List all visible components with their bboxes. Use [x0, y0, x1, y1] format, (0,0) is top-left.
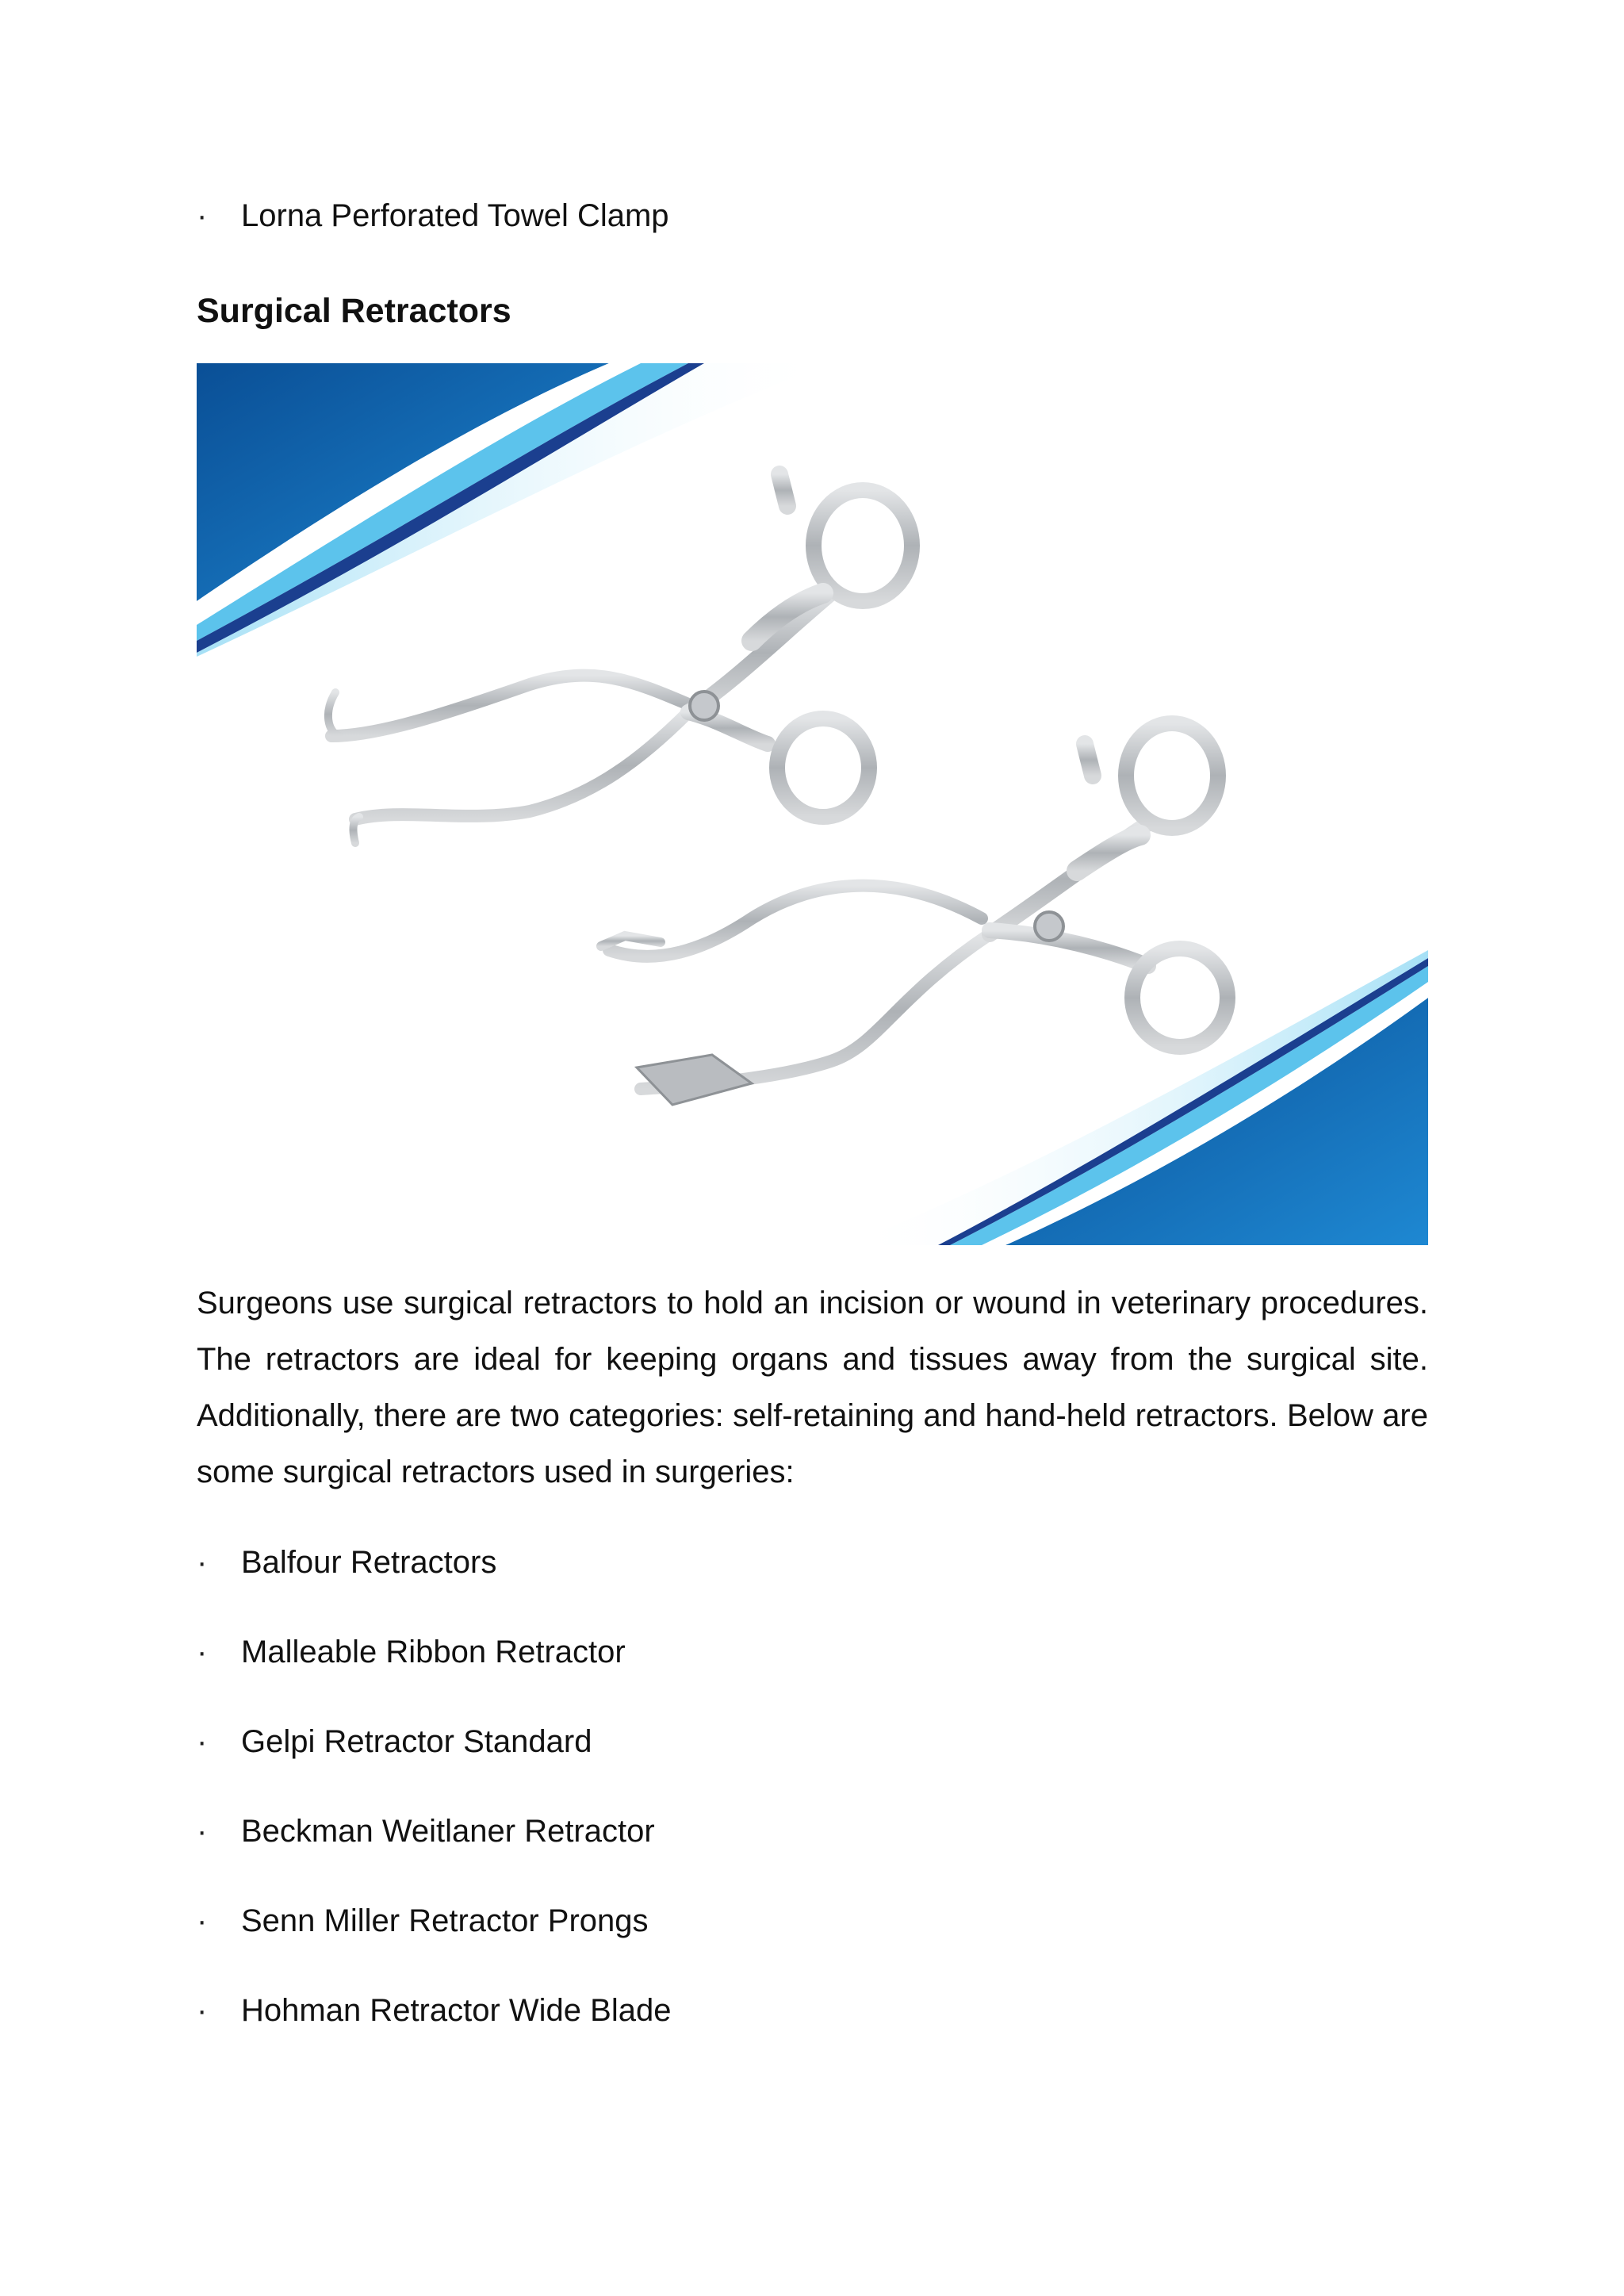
list-item-text: Balfour Retractors: [241, 1545, 497, 1580]
bullet-dot: ·: [197, 1814, 208, 1849]
section-heading: Surgical Retractors: [197, 292, 511, 330]
list-item-text: Beckman Weitlaner Retractor: [241, 1814, 655, 1849]
list-item: [197, 1628, 626, 1676]
list-item-text: Lorna Perforated Towel Clamp: [241, 198, 669, 233]
bullet-dot: ·: [197, 1724, 208, 1759]
list-item: [197, 1539, 496, 1586]
list-item: [197, 1718, 592, 1765]
list-item-text: Gelpi Retractor Standard: [241, 1724, 592, 1759]
list-item: [197, 1897, 649, 1945]
bullet-dot: ·: [197, 198, 208, 233]
bullet-dot: ·: [197, 1635, 208, 1669]
list-item-text: Senn Miller Retractor Prongs: [241, 1903, 649, 1938]
bullet-dot: ·: [197, 1545, 208, 1580]
bullet-dot: ·: [197, 1993, 208, 2028]
list-item: [197, 1807, 655, 1855]
list-item-text: Malleable Ribbon Retractor: [241, 1635, 626, 1669]
list-item-text: Hohman Retractor Wide Blade: [241, 1993, 672, 2028]
body-paragraph: Surgeons use surgical retractors to hold an incision or wound in veterinary procedures. The retractors are ideal for keeping organs and tissues away from the surgical site. Additionally, there are two categories: self-retaining and hand-held retractors. Below are some surgical retractors used in surgeries:: [197, 1286, 1428, 1489]
bullet-dot: ·: [197, 1903, 208, 1938]
list-item: [197, 1987, 671, 2034]
